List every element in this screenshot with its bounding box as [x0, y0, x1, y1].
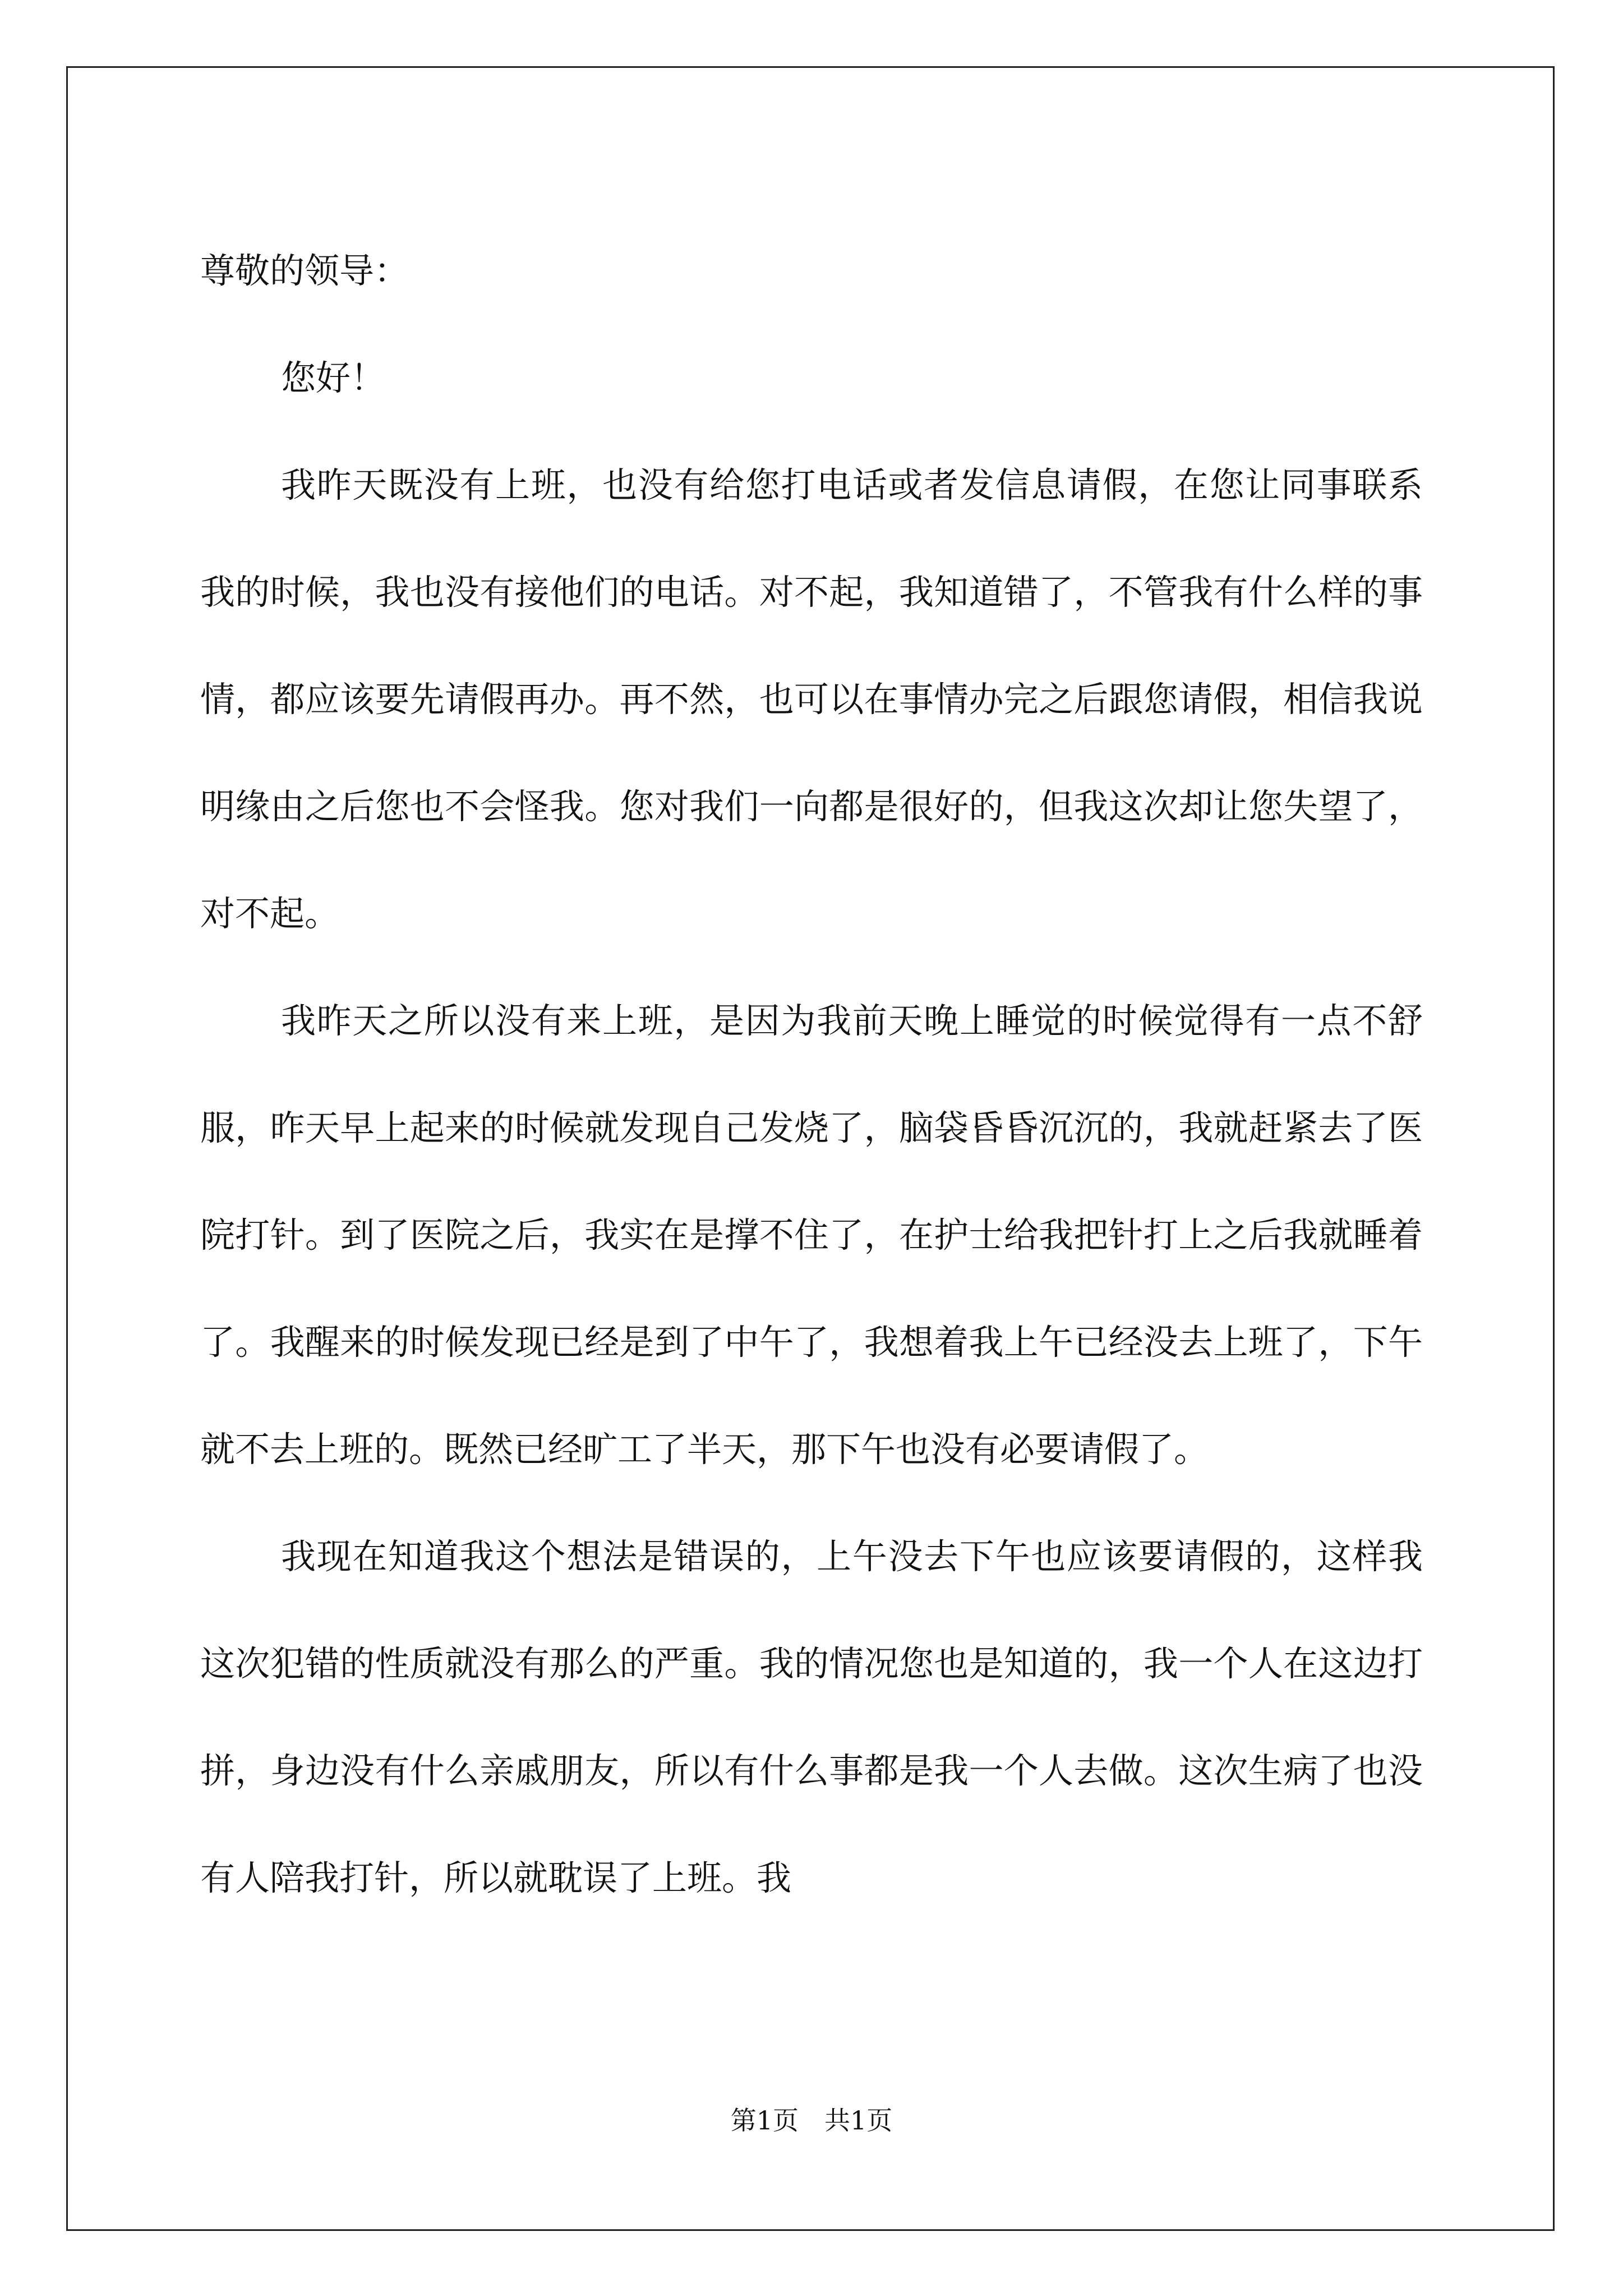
- letter-body: [200, 217, 1423, 1931]
- paragraph-2: 我昨天之所以没有来上班，是因为我前天晚上睡觉的时候觉得有一点不舒服，昨天早上起来的时候就发现自己发烧了，脑袋昏昏沉沉的，我就赶紧去了医院打针。到了医院之后，我实在是撑不住了，在护士给我把针打上之后我就睡着了。我醒来的时候发现已经是到了中午了，我想着我上午已经没去上班了，下午就不去上班的。既然已经旷工了半天，那下午也没有必要请假了。: [200, 1000, 1423, 1470]
- paragraph-3: 我现在知道我这个想法是错误的，上午没去下午也应该要请假的，这样我这次犯错的性质就没有那么的严重。我的情况您也是知道的，我一个人在这边打拼，身边没有什么亲戚朋友，所以有什么事都是我一个人去做。这次生病了也没有人陪我打针，所以就耽误了上班。我: [200, 1536, 1423, 1898]
- page-footer: 第1页 共1页: [730, 2105, 893, 2136]
- greeting: 您好！: [281, 357, 386, 398]
- salutation: 尊敬的领导：: [200, 250, 409, 291]
- paragraph-1: 我昨天既没有上班，也没有给您打电话或者发信息请假，在您让同事联系我的时候，我也没有接他们的电话。对不起，我知道错了，不管我有什么样的事情，都应该要先请假再办。再不然，也可以在事情办完之后跟您请假，相信我说明缘由之后您也不会怪我。您对我们一向都是很好的，但我这次却让您失望了，对不起。: [200, 464, 1423, 934]
